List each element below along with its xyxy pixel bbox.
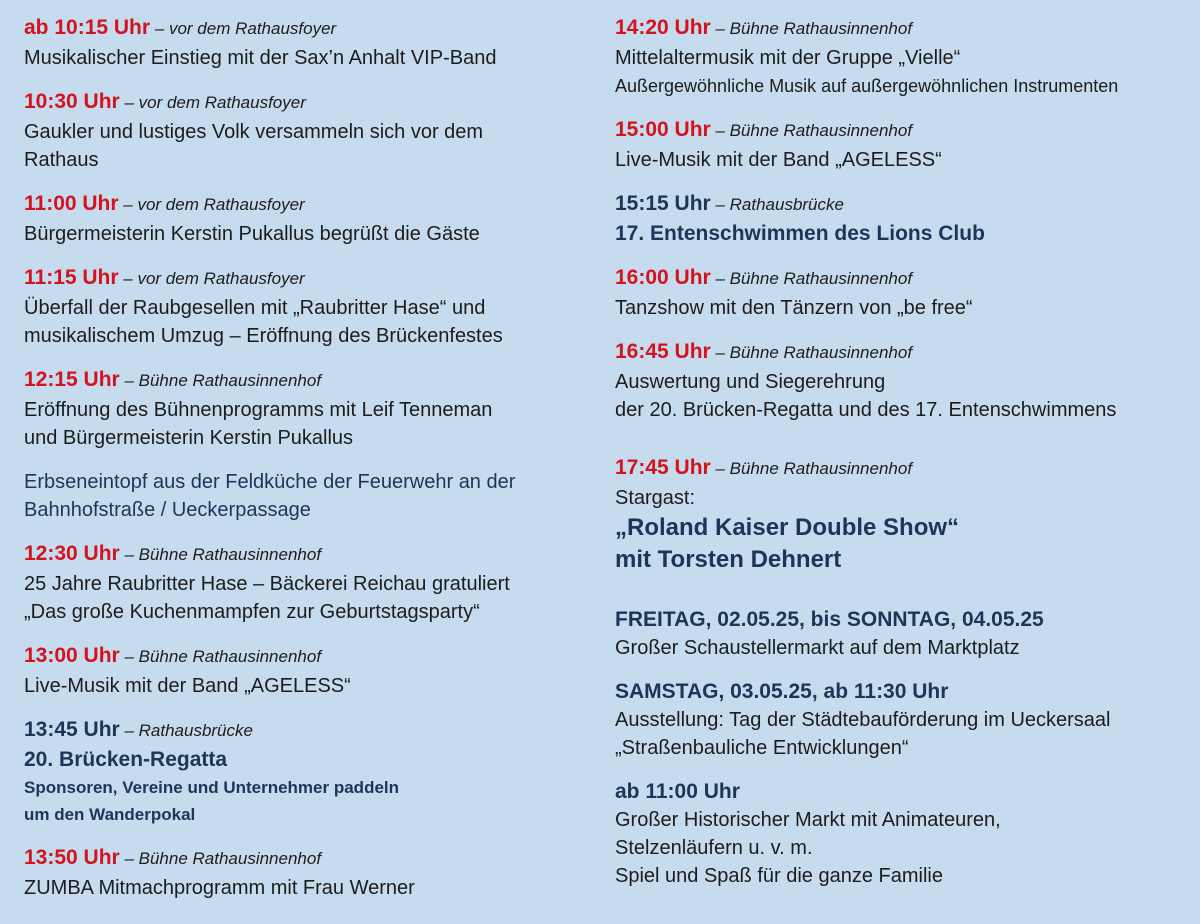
entry-text: Auswertung und Siegerehrung (615, 371, 886, 393)
program-entry (615, 264, 1185, 322)
spacer (615, 440, 1185, 454)
entry-time: 12:30 Uhr (24, 542, 120, 565)
entry-text: Großer Historischer Markt mit Animateuren, (615, 809, 1001, 831)
entry-text: Live-Musik mit der Band „AGELESS“ (24, 675, 351, 697)
section-title: SAMSTAG, 03.05.25, ab 11:30 Uhr (615, 680, 949, 703)
entry-header (24, 366, 584, 396)
entry-location: – Rathausbrücke (119, 721, 253, 740)
entry-time: 10:30 Uhr (24, 90, 120, 113)
entry-location: – Bühne Rathausinnenhof (119, 849, 322, 868)
program-entry (615, 14, 1185, 100)
entry-location: – vor dem Rathausfoyer (118, 269, 305, 288)
spacer (615, 592, 1185, 606)
entry-time: 13:00 Uhr (24, 644, 120, 667)
entry-header (24, 14, 584, 44)
section-title: FREITAG, 02.05.25, bis SONNTAG, 04.05.25 (615, 608, 1044, 631)
entry-text: ZUMBA Mitmachprogramm mit Frau Werner (24, 877, 415, 899)
entry-time: 15:15 Uhr (615, 192, 711, 215)
entry-star-title: mit Torsten Dehnert (615, 546, 842, 573)
program-entry (24, 14, 584, 72)
entry-location: – Bühne Rathausinnenhof (710, 121, 913, 140)
program-entry (24, 844, 584, 902)
entry-subtitle: um den Wanderpokal (24, 805, 196, 824)
entry-time: 15:00 Uhr (615, 118, 711, 141)
entry-header (615, 190, 1185, 220)
entry-time: 11:15 Uhr (24, 266, 119, 289)
entry-text: Überfall der Raubgesellen mit „Raubritter Hase“ und (24, 297, 486, 319)
entry-star-title: „Roland Kaiser Double Show“ (615, 514, 960, 541)
entry-text: Mittelaltermusik mit der Gruppe „Vielle“ (615, 47, 961, 69)
entry-time: 16:45 Uhr (615, 340, 711, 363)
entry-time: 11:00 Uhr (24, 192, 119, 215)
entry-time: 16:00 Uhr (615, 266, 711, 289)
program-entry (24, 540, 584, 626)
entry-text: Rathaus (24, 149, 99, 171)
program-entry (615, 116, 1185, 174)
program-entry (24, 716, 584, 828)
entry-header (24, 716, 584, 746)
entry-time: 14:20 Uhr (615, 16, 711, 39)
entry-header (24, 540, 584, 570)
left-column (24, 14, 584, 918)
entry-location: – vor dem Rathausfoyer (118, 195, 305, 214)
entry-text: und Bürgermeisterin Kerstin Pukallus (24, 427, 354, 449)
program-entry (24, 366, 584, 452)
program-entry (24, 468, 584, 524)
entry-note: Bahnhofstraße / Ueckerpassage (24, 499, 311, 521)
program-entry (615, 778, 1185, 890)
entry-header (24, 642, 584, 672)
entry-location: – Bühne Rathausinnenhof (710, 459, 913, 478)
entry-header (615, 14, 1185, 44)
entry-text: Bürgermeisterin Kerstin Pukallus begrüßt die Gäste (24, 223, 480, 245)
entry-header (615, 338, 1185, 368)
entry-location: – Bühne Rathausinnenhof (710, 19, 913, 38)
entry-text: Tanzshow mit den Tänzern von „be free“ (615, 297, 973, 319)
entry-text: Spiel und Spaß für die ganze Familie (615, 865, 943, 887)
entry-text: „Straßenbauliche Entwicklungen“ (615, 737, 909, 759)
entry-header (615, 264, 1185, 294)
entry-text: Stelzenläufern u. v. m. (615, 837, 813, 859)
entry-text: Großer Schaustellermarkt auf dem Marktplatz (615, 637, 1020, 659)
program-entry (24, 642, 584, 700)
program-entry (24, 190, 584, 248)
entry-location: – vor dem Rathausfoyer (150, 19, 337, 38)
entry-time: 17:45 Uhr (615, 456, 711, 479)
program-entry (615, 454, 1185, 576)
program-entry (24, 88, 584, 174)
entry-text: Eröffnung des Bühnenprogramms mit Leif Tenneman (24, 399, 493, 421)
entry-text: „Das große Kuchenmampfen zur Geburtstagsparty“ (24, 601, 480, 623)
program-entry (615, 678, 1185, 762)
entry-text: Stargast: (615, 487, 696, 509)
entry-subtitle: Sponsoren, Vereine und Unternehmer paddeln (24, 778, 400, 797)
entry-location: – Bühne Rathausinnenhof (710, 269, 913, 288)
program-entry (615, 606, 1185, 662)
entry-text: Ausstellung: Tag der Städtebauförderung im Ueckersaal (615, 709, 1111, 731)
entry-text: musikalischem Umzug – Eröffnung des Brückenfestes (24, 325, 503, 347)
entry-location: – Bühne Rathausinnenhof (119, 647, 322, 666)
entry-location: – Bühne Rathausinnenhof (119, 545, 322, 564)
program-entry (615, 190, 1185, 248)
entry-highlight: 20. Brücken-Regatta (24, 748, 228, 771)
entry-time: ab 10:15 Uhr (24, 16, 151, 39)
entry-header (615, 454, 1185, 484)
entry-header (24, 264, 584, 294)
entry-location: – vor dem Rathausfoyer (119, 93, 306, 112)
entry-text: Gaukler und lustiges Volk versammeln sich vor dem (24, 121, 484, 143)
entry-time: 12:15 Uhr (24, 368, 120, 391)
program-entry (615, 338, 1185, 424)
entry-text: Musikalischer Einstieg mit der Sax’n Anhalt VIP-Band (24, 47, 497, 69)
entry-time: 13:50 Uhr (24, 846, 120, 869)
entry-highlight: 17. Entenschwimmen des Lions Club (615, 222, 985, 245)
program-entry (24, 264, 584, 350)
section-title: ab 11:00 Uhr (615, 780, 740, 803)
entry-location: – Bühne Rathausinnenhof (119, 371, 322, 390)
entry-small-text: Außergewöhnliche Musik auf außergewöhnlichen Instrumenten (615, 76, 1119, 96)
entry-location: – Bühne Rathausinnenhof (710, 343, 913, 362)
entry-location: – Rathausbrücke (710, 195, 844, 214)
entry-text: der 20. Brücken-Regatta und des 17. Entenschwimmens (615, 399, 1117, 421)
entry-text: Live-Musik mit der Band „AGELESS“ (615, 149, 942, 171)
entry-header (24, 190, 584, 220)
entry-text: 25 Jahre Raubritter Hase – Bäckerei Reichau gratuliert (24, 573, 510, 595)
right-column (615, 14, 1185, 906)
entry-header (615, 116, 1185, 146)
entry-note: Erbseneintopf aus der Feldküche der Feuerwehr an der (24, 471, 516, 493)
entry-header (24, 88, 584, 118)
entry-time: 13:45 Uhr (24, 718, 120, 741)
entry-header (24, 844, 584, 874)
